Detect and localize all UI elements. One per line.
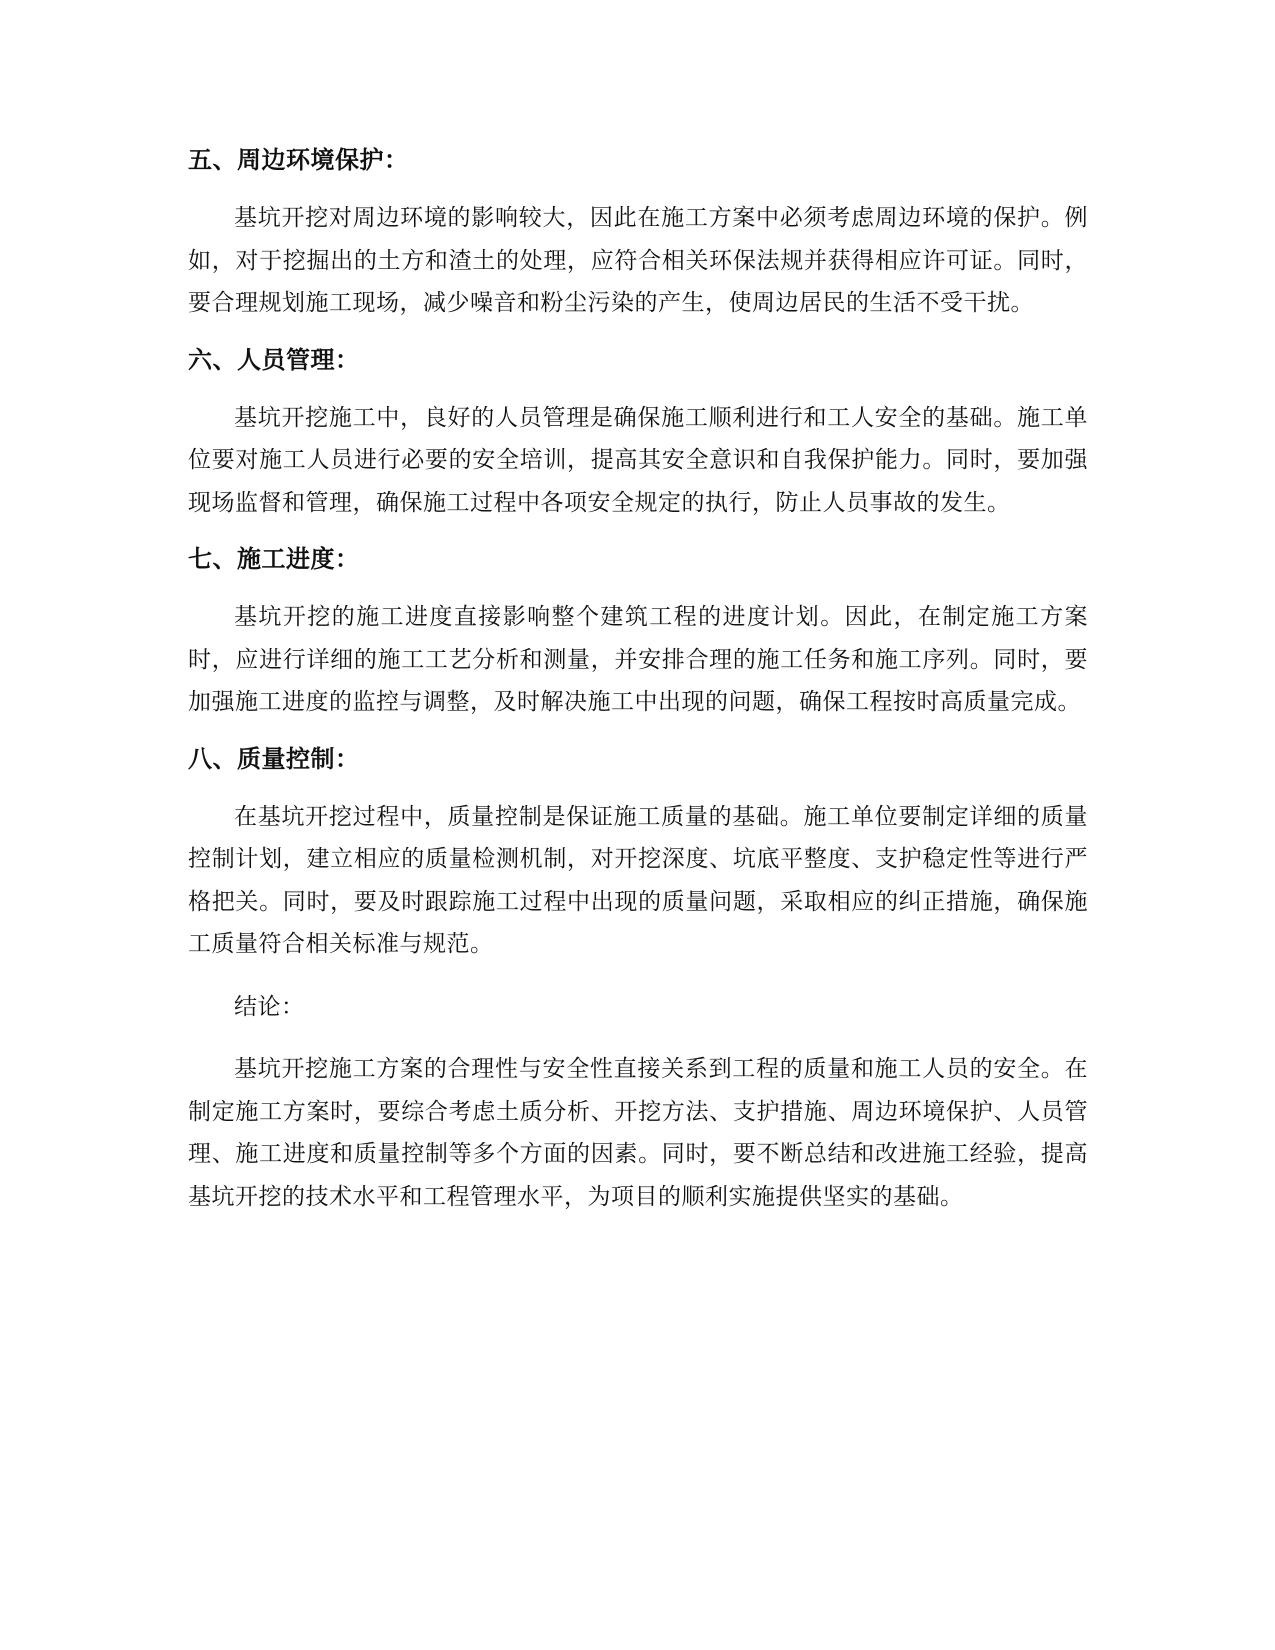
section-heading-quality: 八、质量控制： bbox=[188, 744, 360, 773]
section-heading-personnel: 六、人员管理： bbox=[188, 345, 360, 374]
conclusion-label: 结论： bbox=[234, 993, 305, 1020]
section-paragraph-personnel: 基坑开挖施工中，良好的人员管理是确保施工顺利进行和工人安全的基础。施工单位要对施工人员进行必要的安全培训，提高其安全意识和自我保护能力。同时，要加强现场监督和管理，确保施工过程中各项安全规定的执行，防止人员事故的发生。 bbox=[188, 404, 1088, 516]
section-paragraph-quality: 在基坑开挖过程中，质量控制是保证施工质量的基础。施工单位要制定详细的质量控制计划，建立相应的质量检测机制，对开挖深度、坑底平整度、支护稳定性等进行严格把关。同时，要及时跟踪施工过程中出现的质量问题，采取相应的纠正措施，确保施工质量符合相关标准与规范。 bbox=[188, 803, 1088, 957]
section-heading-schedule: 七、施工进度： bbox=[188, 545, 360, 573]
section-paragraph-schedule: 基坑开挖的施工进度直接影响整个建筑工程的进度计划。因此，在制定施工方案时，应进行详细的施工工艺分析和测量，并安排合理的施工任务和施工序列。同时，要加强施工进度的监控与调整，及时解决施工中出现的问题，确保工程按时高质量完成。 bbox=[188, 604, 1088, 715]
conclusion-paragraph: 基坑开挖施工方案的合理性与安全性直接关系到工程的质量和施工人员的安全。在制定施工方案时，要综合考虑土质分析、开挖方法、支护措施、周边环境保护、人员管理、施工进度和质量控制等多个方面的因素。同时，要不断总结和改进施工经验，提高基坑开挖的技术水平和工程管理水平，为项目的顺利实施提供坚实的基础。 bbox=[188, 1056, 1088, 1210]
section-heading-environment: 五、周边环境保护： bbox=[188, 146, 409, 174]
document-body bbox=[188, 145, 1088, 1218]
section-paragraph-environment: 基坑开挖对周边环境的影响较大，因此在施工方案中必须考虑周边环境的保护。例如，对于挖掘出的土方和渣土的处理，应符合相关环保法规并获得相应许可证。同时，要合理规划施工现场，减少噪音和粉尘污染的产生，使周边居民的生活不受干扰。 bbox=[188, 205, 1088, 316]
